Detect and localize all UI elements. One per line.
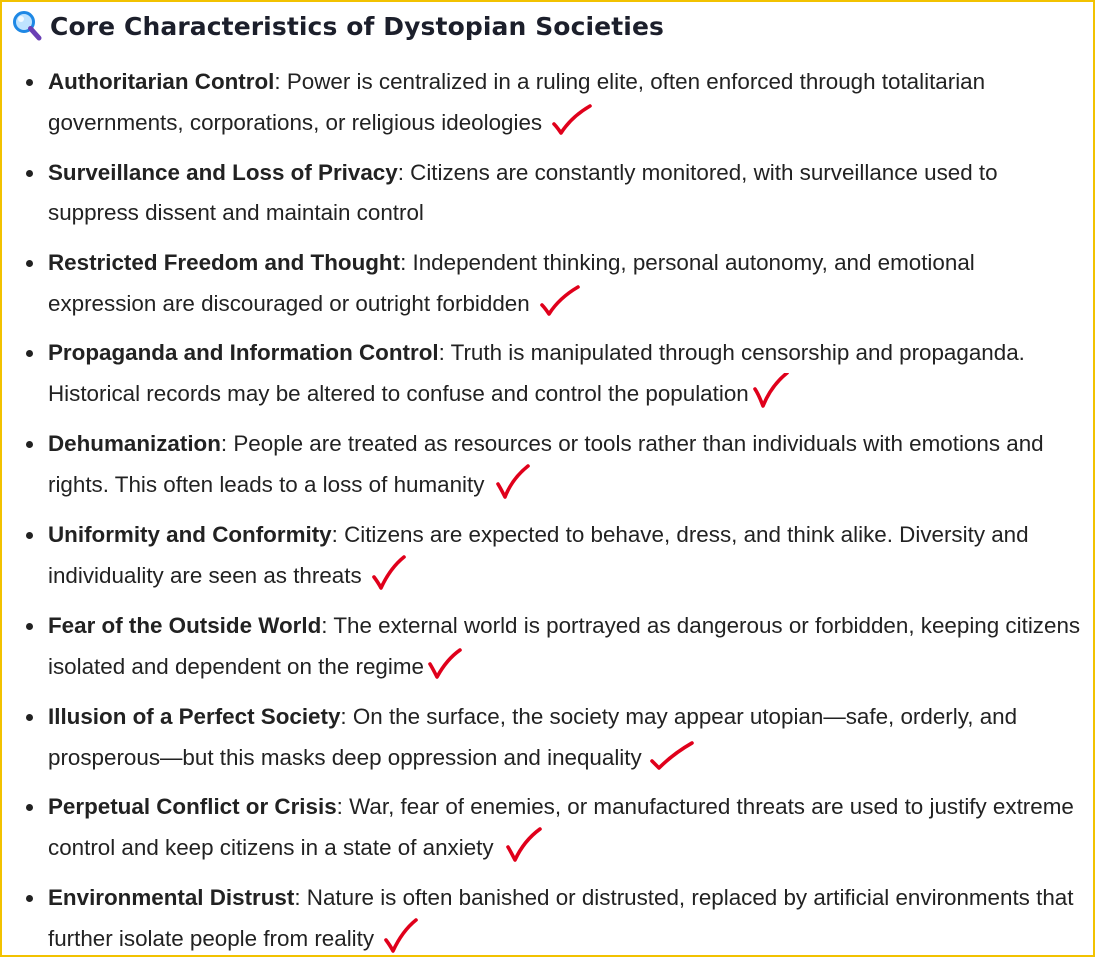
bullet <box>26 350 33 357</box>
bullet <box>26 170 33 177</box>
checkmark-icon <box>538 283 582 319</box>
bullet <box>26 804 33 811</box>
checkmark-icon <box>502 827 546 863</box>
checkmark-icon <box>650 737 694 773</box>
list-item <box>0 62 1095 143</box>
item-title: Restricted Freedom and Thought <box>48 249 401 275</box>
item-text: : On the surface, the society may appear utopian—safe, orderly, and prosperous—but this masks deep oppression and inequality <box>48 703 1018 770</box>
list-item <box>0 515 1095 596</box>
characteristics-list <box>0 62 1095 969</box>
checkmark-icon <box>550 102 594 138</box>
item-title: Authoritarian Control <box>48 69 275 94</box>
list-item <box>0 878 1095 959</box>
item-text: : Citizens are expected to behave, dress, and think alike. Diversity and individuality are seen as threats <box>48 521 1029 588</box>
item-text: : The external world is portrayed as dangerous or forbidden, keeping citizens isolated and dependent on the regime <box>48 612 1081 679</box>
item-title: Propaganda and Information Control <box>48 340 439 366</box>
list-item <box>0 606 1095 687</box>
checkmark-icon <box>492 464 536 500</box>
list-item <box>0 333 1095 414</box>
item-text: : Power is centralized in a ruling elite, often enforced through totalitarian governments, corporations, or religious ideologies <box>48 69 986 135</box>
item-text: : Nature is often banished or distrusted, replaced by artificial environments that further isolate people from reality <box>48 885 1074 952</box>
checkmark-icon <box>370 555 414 591</box>
list-item <box>0 787 1095 868</box>
bullet <box>26 441 33 448</box>
item-text: : War, fear of enemies, or manufactured threats are used to justify extreme control and keep citizens in a state of anxiety <box>48 794 1074 861</box>
checkmark-icon <box>426 646 470 682</box>
item-title: Fear of the Outside World <box>48 612 322 638</box>
item-title: Surveillance and Loss of Privacy <box>48 159 398 185</box>
bullet <box>26 895 33 902</box>
section-title: Core Characteristics of Dystopian Societies <box>50 11 664 41</box>
list-item <box>0 697 1095 778</box>
item-text: : Independent thinking, personal autonomy, and emotional expression are discouraged or outright forbidden <box>48 249 975 316</box>
section-heading <box>12 10 664 42</box>
list-item <box>0 243 1095 324</box>
item-title: Uniformity and Conformity <box>48 521 332 547</box>
bullet <box>26 79 33 86</box>
list-item <box>0 153 1095 233</box>
item-title: Environmental Distrust <box>48 885 295 911</box>
item-title: Perpetual Conflict or Crisis <box>48 794 337 820</box>
bullet <box>26 532 33 539</box>
magnifying-glass-icon <box>12 10 42 42</box>
item-title: Illusion of a Perfect Society <box>48 703 341 729</box>
item-text: : Truth is manipulated through censorship and propaganda. Historical records may be altered to confuse and control the population <box>48 340 1025 407</box>
checkmark-icon <box>382 918 426 954</box>
list-item <box>0 424 1095 505</box>
item-text: : People are treated as resources or tools rather than individuals with emotions and rights. This often leads to a loss of humanity <box>48 431 1044 498</box>
bullet <box>26 623 33 630</box>
bullet <box>26 714 33 721</box>
item-title: Dehumanization <box>48 431 221 457</box>
bullet <box>26 260 33 267</box>
checkmark-icon <box>751 373 795 409</box>
item-text: : Citizens are constantly monitored, with surveillance used to suppress dissent and maintain control <box>48 159 998 225</box>
